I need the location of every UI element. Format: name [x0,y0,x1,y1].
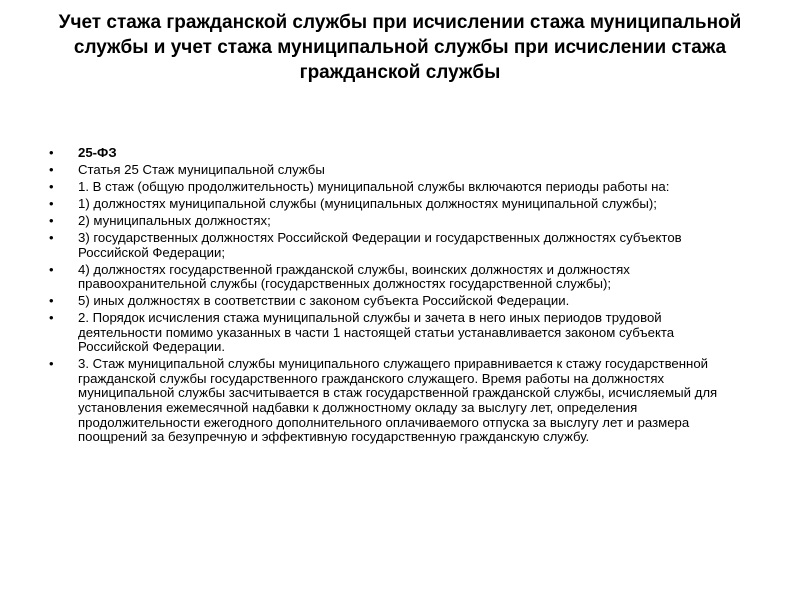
list-item [46,294,746,309]
list-item [46,357,746,445]
list-item-text: 5) иных должностях в соответствии с законом субъекта Российской Федерации. [78,293,570,309]
bullet-icon: • [49,293,54,309]
list-item [46,163,746,178]
bullet-icon: • [49,178,54,194]
bullet-icon: • [49,261,54,277]
bullet-icon: • [49,229,54,245]
bullet-icon: • [49,310,54,326]
list-item [46,197,746,212]
article-heading: Статья 25 Стаж муниципальной службы [78,161,325,177]
list-item [46,311,746,355]
bullet-icon: • [49,212,54,228]
bullet-list [46,146,746,447]
list-item [46,263,746,292]
bullet-icon: • [49,195,54,211]
list-item [46,180,746,195]
list-item [46,214,746,229]
list-item-text: 2) муниципальных должностях; [78,212,271,228]
list-item-text: 3. Стаж муниципальной службы муниципального служащего приравнивается к стажу государственной гражданской службы государственного гражданского служащего. Время работы на должностях муниципальной службы засчитывается в стаж государственной гражданской службы, исчисляемый для установления ежемесячной надбавки к должностному окладу за выслугу лет, определения продолжительности ежегодного дополнительного оплачиваемого отпуска за выслугу лет и размера поощрений за безупречную и эффективную государственную гражданскую службу. [78,356,718,445]
list-item-text: 2. Порядок исчисления стажа муниципальной службы и зачета в него иных периодов трудовой деятельности помимо указанных в части 1 настоящей статьи устанавливается законом субъекта Российской Федерации. [78,310,675,355]
list-item [46,146,746,161]
law-number: 25-ФЗ [78,145,117,160]
bullet-icon: • [49,356,54,372]
bullet-icon: • [49,145,54,160]
list-item [46,231,746,260]
list-item-text: 1) должностях муниципальной службы (муниципальных должностях муниципальной службы); [78,195,657,211]
list-item-text: 4) должностях государственной гражданской службы, воинских должностях и должностях правоохранительной службы (государственных должностях государственной службы); [78,261,630,292]
bullet-icon: • [49,161,54,177]
list-item-text: 1. В стаж (общую продолжительность) муниципальной службы включаются периоды работы на: [78,178,670,194]
list-item-text: 3) государственных должностях Российской Федерации и государственных должностях субъектов Российской Федерации; [78,229,682,260]
slide-title: Учет стажа гражданской службы при исчислении стажа муниципальной службы и учет стажа муниципальной службы при исчислении стажа гражданской службы [58,12,742,83]
